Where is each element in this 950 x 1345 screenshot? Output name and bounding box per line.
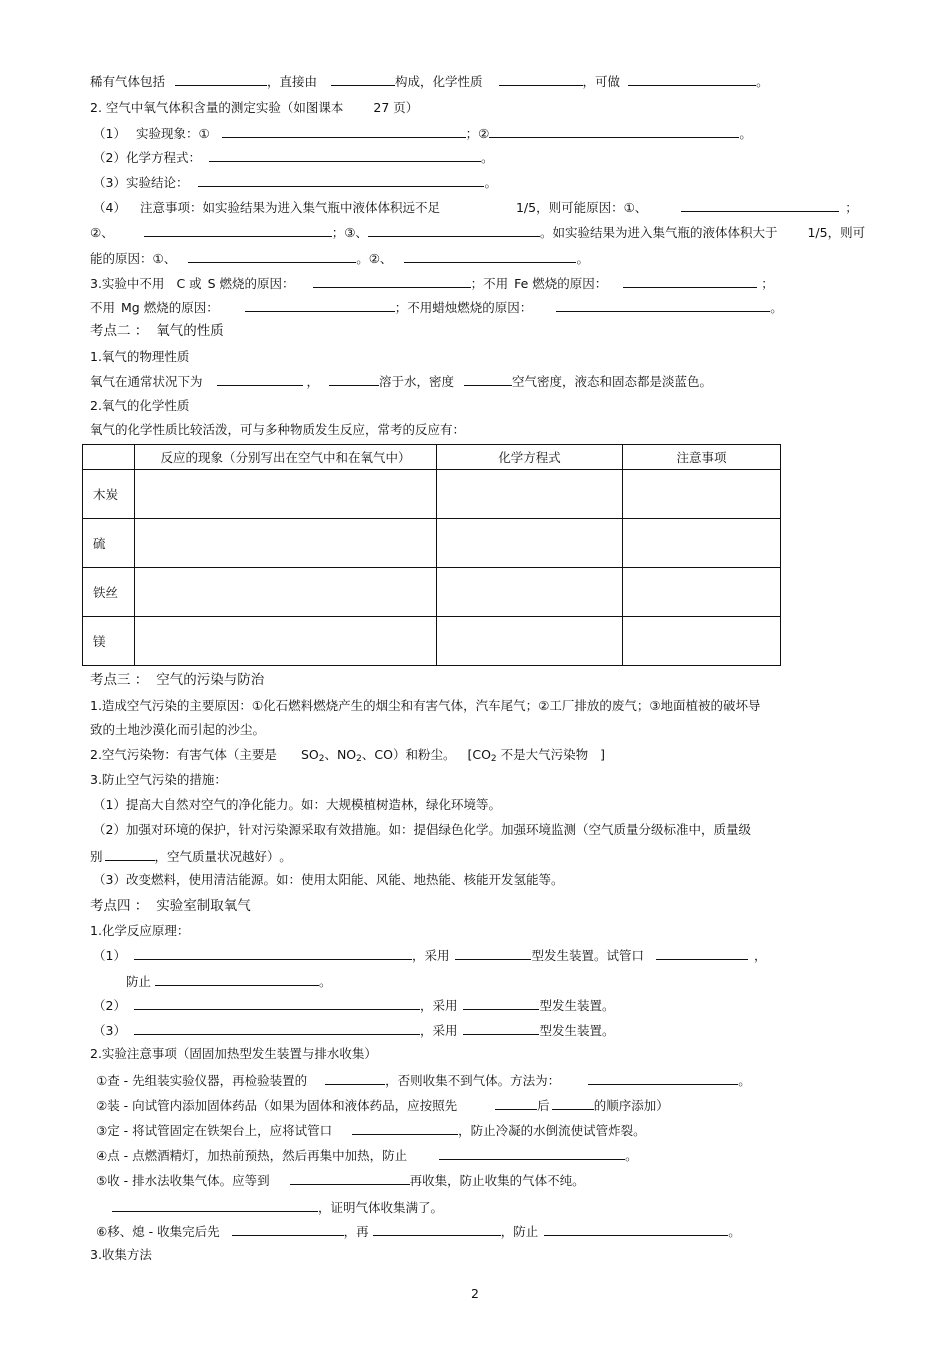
line-notes-cont: ②、 ；③、 。如实验结果为进入集气瓶的液体体积大于 1/5，则可: [90, 225, 866, 240]
answer-cell[interactable]: [135, 470, 437, 519]
answer-blank[interactable]: [489, 124, 739, 138]
line-phenomenon: （1） 实验现象：① ；② 。: [93, 126, 752, 141]
line-why-not-mg: 不用 Mg 燃烧的原因： ；不用蜡烛燃烧的原因： 。: [90, 300, 783, 315]
table-header: [83, 445, 135, 470]
line-notes-cont2: 能的原因：①、 。②、 。: [90, 251, 589, 266]
answer-blank[interactable]: [325, 1071, 385, 1085]
line-notes: （4） 注意事项：如实验结果为进入集气瓶中液体体积远不足 1/5，则可能原因：①、 ；: [93, 200, 858, 215]
answer-cell[interactable]: [135, 617, 437, 666]
table-header: 反应的现象（分别写出在空气中和在氧气中）: [135, 445, 437, 470]
answer-blank[interactable]: [463, 1021, 539, 1035]
answer-blank[interactable]: [198, 173, 484, 187]
answer-blank[interactable]: [556, 298, 770, 312]
answer-blank[interactable]: [373, 1222, 501, 1236]
answer-blank[interactable]: [455, 946, 531, 960]
answer-blank[interactable]: [329, 372, 379, 386]
answer-blank[interactable]: [623, 274, 757, 288]
answer-blank[interactable]: [499, 72, 583, 86]
line-step-check: ①查 - 先组装实验仪器，再检验装置的 ，否则收集不到气体。方法为： 。: [96, 1073, 751, 1088]
line-chemical-properties: 2.氧气的化学性质: [90, 398, 190, 413]
section-heading-lab-oxygen: 考点四 ： 实验室制取氧气: [90, 898, 251, 914]
answer-cell[interactable]: [437, 519, 623, 568]
answer-blank[interactable]: [209, 148, 481, 162]
line-reaction-principle: 1.化学反应原理：: [90, 923, 190, 938]
table-header: 注意事项: [623, 445, 781, 470]
line-principle-2: （2） ，采用 型发生装置。: [93, 998, 615, 1013]
line-equation: （2）化学方程式： 。: [93, 150, 494, 165]
answer-cell[interactable]: [623, 617, 781, 666]
line-pollution-causes-cont: 致的土地沙漠化而引起的沙尘。: [90, 722, 266, 737]
answer-blank[interactable]: [134, 996, 420, 1010]
line-pollutants: 2.空气污染物：有害气体（主要是 $SO_2$、$NO_2$、CO）和粉尘。 [$CO_2$ 不是大气污染物 ]: [90, 747, 606, 764]
row-label: 镁: [83, 617, 135, 666]
answer-blank[interactable]: [175, 72, 267, 86]
reaction-table: [82, 444, 781, 666]
answer-cell[interactable]: [623, 519, 781, 568]
answer-blank[interactable]: [134, 946, 412, 960]
line-step-load: ②装 - 向试管内添加固体药品（如果为固体和液体药品，应按照先 后 的顺序添加）: [96, 1098, 669, 1113]
table-header: 化学方程式: [437, 445, 623, 470]
line-principle-1-cont: 防止 。: [126, 974, 332, 989]
answer-blank[interactable]: [245, 298, 395, 312]
line-step-light: ④点 - 点燃酒精灯，加热前预热，然后再集中加热，防止 。: [96, 1148, 638, 1163]
answer-blank[interactable]: [105, 847, 155, 861]
answer-blank[interactable]: [134, 1021, 420, 1035]
answer-blank[interactable]: [495, 1096, 537, 1110]
line-physical-detail: 氧气在通常状况下为 ， 溶于水，密度 空气密度，液态和固态都是淡蓝色。: [90, 374, 713, 389]
answer-blank[interactable]: [313, 274, 471, 288]
line-why-not-c-s: 3.实验中不用 C 或 S 燃烧的原因： ；不用 Fe 燃烧的原因： ；: [90, 276, 774, 291]
answer-blank[interactable]: [628, 72, 756, 86]
answer-blank[interactable]: [544, 1222, 728, 1236]
answer-cell[interactable]: [135, 519, 437, 568]
table-header-row: [83, 445, 781, 470]
answer-cell[interactable]: [437, 568, 623, 617]
row-label: 木炭: [83, 470, 135, 519]
table-row: [83, 568, 781, 617]
line-step-collect: ⑤收 - 排水法收集气体。应等到 再收集，防止收集的气体不纯。: [96, 1173, 585, 1188]
line-step-collect-cont: ，证明气体收集满了。: [112, 1198, 443, 1216]
answer-blank[interactable]: [588, 1071, 738, 1085]
line-step-remove: ⑥移、熄 - 收集完后先 ，再 ，防止 。: [96, 1224, 741, 1239]
line-precautions: 2.实验注意事项（固固加热型发生装置与排水收集）: [90, 1046, 377, 1061]
line-step-fix: ③定 - 将试管固定在铁架台上，应将试管口 ，防止冷凝的水倒流使试管炸裂。: [96, 1123, 646, 1138]
line-chemical-intro: 氧气的化学性质比较活泼，可与多种物质发生反应，常考的反应有：: [90, 422, 466, 437]
line-prevention-2: （2）加强对环境的保护，针对污染源采取有效措施。如：提倡绿色化学。加强环境监测（空气质量分级标准中，质量级: [93, 822, 751, 837]
answer-blank[interactable]: [368, 223, 540, 237]
answer-blank[interactable]: [404, 249, 576, 263]
section-heading-pollution: 考点三 ： 空气的污染与防治: [90, 672, 265, 688]
line-prevention: 3.防止空气污染的措施：: [90, 772, 227, 787]
answer-blank[interactable]: [144, 223, 332, 237]
answer-blank[interactable]: [155, 972, 319, 986]
line-collection-methods: 3.收集方法: [90, 1247, 152, 1262]
line-prevention-1: （1）提高大自然对空气的净化能力。如：大规模植树造林，绿化环境等。: [93, 797, 501, 812]
answer-blank[interactable]: [112, 1198, 318, 1212]
answer-cell[interactable]: [437, 617, 623, 666]
line-prevention-2-cont: 别 ，空气质量状况越好） 。: [90, 849, 292, 864]
line-principle-1: （1） ，采用 型发生装置。试管口 ，: [93, 948, 767, 963]
page-number: 2: [471, 1286, 479, 1301]
answer-cell[interactable]: [437, 470, 623, 519]
line-physical-properties: 1.氧气的物理性质: [90, 349, 190, 364]
line-rare-gases: 稀有气体包括 ，直接由 构成，化学性质 ，可做 。: [90, 74, 769, 89]
answer-blank[interactable]: [222, 124, 466, 138]
answer-blank[interactable]: [439, 1146, 625, 1160]
answer-cell[interactable]: [135, 568, 437, 617]
table-row: [83, 470, 781, 519]
line-prevention-3: （3）改变燃料，使用清洁能源。如：使用太阳能、风能、地热能、核能开发氢能等。: [93, 872, 564, 887]
row-label: 铁丝: [83, 568, 135, 617]
answer-blank[interactable]: [217, 372, 303, 386]
line-experiment-title: 2. 空气中氧气体积含量的测定实验（如图课本 27 页）: [90, 100, 419, 115]
answer-blank[interactable]: [656, 946, 748, 960]
answer-blank[interactable]: [552, 1096, 594, 1110]
answer-blank[interactable]: [463, 996, 539, 1010]
answer-blank[interactable]: [464, 372, 512, 386]
table-row: [83, 617, 781, 666]
answer-blank[interactable]: [232, 1222, 344, 1236]
answer-blank[interactable]: [188, 249, 356, 263]
line-principle-3: （3） ，采用 型发生装置。: [93, 1023, 615, 1038]
answer-blank[interactable]: [352, 1121, 458, 1135]
answer-cell[interactable]: [623, 568, 781, 617]
answer-blank[interactable]: [681, 198, 839, 212]
answer-blank[interactable]: [290, 1171, 410, 1185]
table-row: [83, 519, 781, 568]
line-pollution-causes: 1.造成空气污染的主要原因：①化石燃料燃烧产生的烟尘和有害气体，汽车尾气；②工厂排放的废气；③地面植被的破坏导: [90, 698, 761, 713]
answer-cell[interactable]: [623, 470, 781, 519]
row-label: 硫: [83, 519, 135, 568]
answer-blank[interactable]: [331, 72, 395, 86]
line-conclusion: （3）实验结论： 。: [93, 175, 497, 190]
section-heading-oxygen: 考点二 ： 氧气的性质: [90, 323, 224, 339]
